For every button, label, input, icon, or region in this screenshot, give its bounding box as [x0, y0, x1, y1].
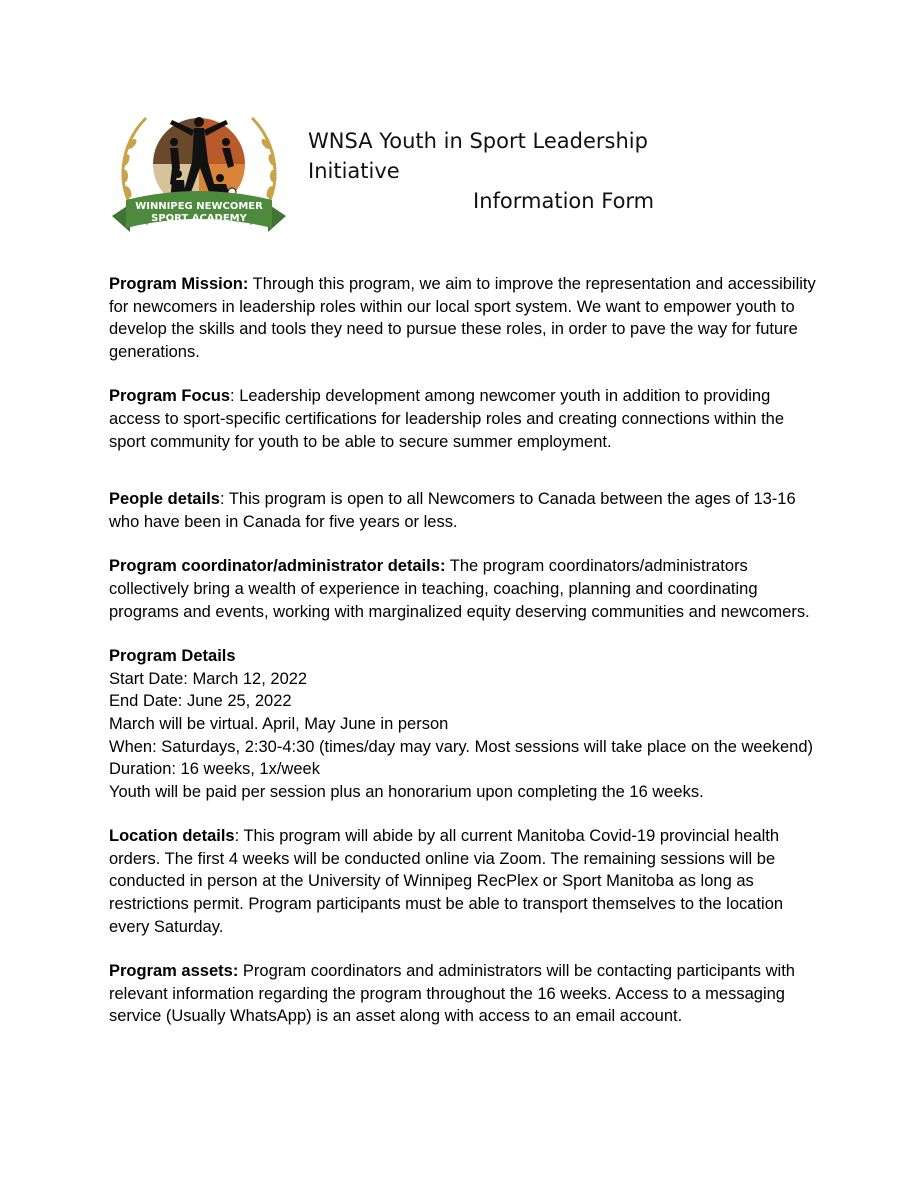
coordinator-details-text: The program coordinators/administrators collectively bring a wealth of experience in teaching, coaching, planning and coordinating programs and events, working with marginalized equity deserving communities and newcomers.: [109, 557, 810, 621]
program-assets-text: Program coordinators and administrators will be contacting participants with relevant information regarding the program throughout the 16 weeks. Access to a messaging service (Usually WhatsApp) is an asset along with access to an email account.: [109, 962, 795, 1026]
people-details-paragraph: [109, 488, 821, 533]
title-line-1: WNSA Youth in Sport Leadership Initiative: [308, 129, 648, 183]
title-line-2: Information Form: [473, 189, 655, 213]
program-mission-label: Program Mission:: [109, 275, 249, 293]
coordinator-details-paragraph: [109, 555, 821, 623]
when-line: When: Saturdays, 2:30-4:30 (times/day may vary. Most sessions will take place on the weekend): [109, 737, 814, 756]
location-details-paragraph: [109, 825, 821, 938]
end-date-line: End Date: June 25, 2022: [109, 692, 292, 711]
payment-line: Youth will be paid per session plus an honorarium upon completing the 16 weeks.: [109, 782, 704, 801]
banner-text-line2: SPORT ACADEMY: [151, 213, 247, 224]
banner-ribbon: [112, 191, 286, 232]
banner-text-line1: WINNIPEG NEWCOMER: [135, 201, 263, 212]
wnsa-logo: [108, 112, 290, 240]
page-title: [300, 126, 730, 216]
program-assets-paragraph: [109, 960, 821, 1028]
program-focus-text: : Leadership development among newcomer youth in addition to providing access to sport-specific certifications for leadership roles and creating connections within the sport community for youth to be able to secure summer employment.: [109, 387, 785, 451]
program-focus-label: Program Focus: [109, 387, 231, 406]
document-body: [109, 273, 821, 1028]
people-details-label: People details: [109, 490, 220, 509]
format-line: March will be virtual. April, May June in person: [109, 714, 449, 733]
duration-line: Duration: 16 weeks, 1x/week: [109, 760, 320, 779]
start-date-line: Start Date: March 12, 2022: [109, 669, 308, 688]
program-mission-paragraph: [109, 273, 821, 363]
people-details-text: : This program is open to all Newcomers to Canada between the ages of 13-16 who have been in Canada for five years or less.: [109, 490, 796, 531]
program-details-section: [109, 645, 821, 803]
location-details-text: : This program will abide by all current Manitoba Covid-19 provincial health orders. The first 4 weeks will be conducted online via Zoom. The remaining sessions will be conducted in person at the University of Winnipeg RecPlex or Sport Manitoba as long as restrictions permit. Program participants must be able to transport themselves to the location every Saturday.: [109, 827, 784, 936]
location-details-label: Location details: [109, 827, 235, 846]
program-assets-label: Program assets:: [109, 962, 239, 981]
program-details-label: Program Details: [109, 647, 236, 666]
program-focus-paragraph: [109, 385, 821, 453]
coordinator-details-label: Program coordinator/administrator details:: [109, 557, 446, 576]
program-mission-text: Through this program, we aim to improve the representation and accessibility for newcomers in leadership roles within our local sport system. We want to empower youth to develop the skills and tools they need to pursue these roles, in order to pave the way for future generations.: [109, 275, 816, 361]
